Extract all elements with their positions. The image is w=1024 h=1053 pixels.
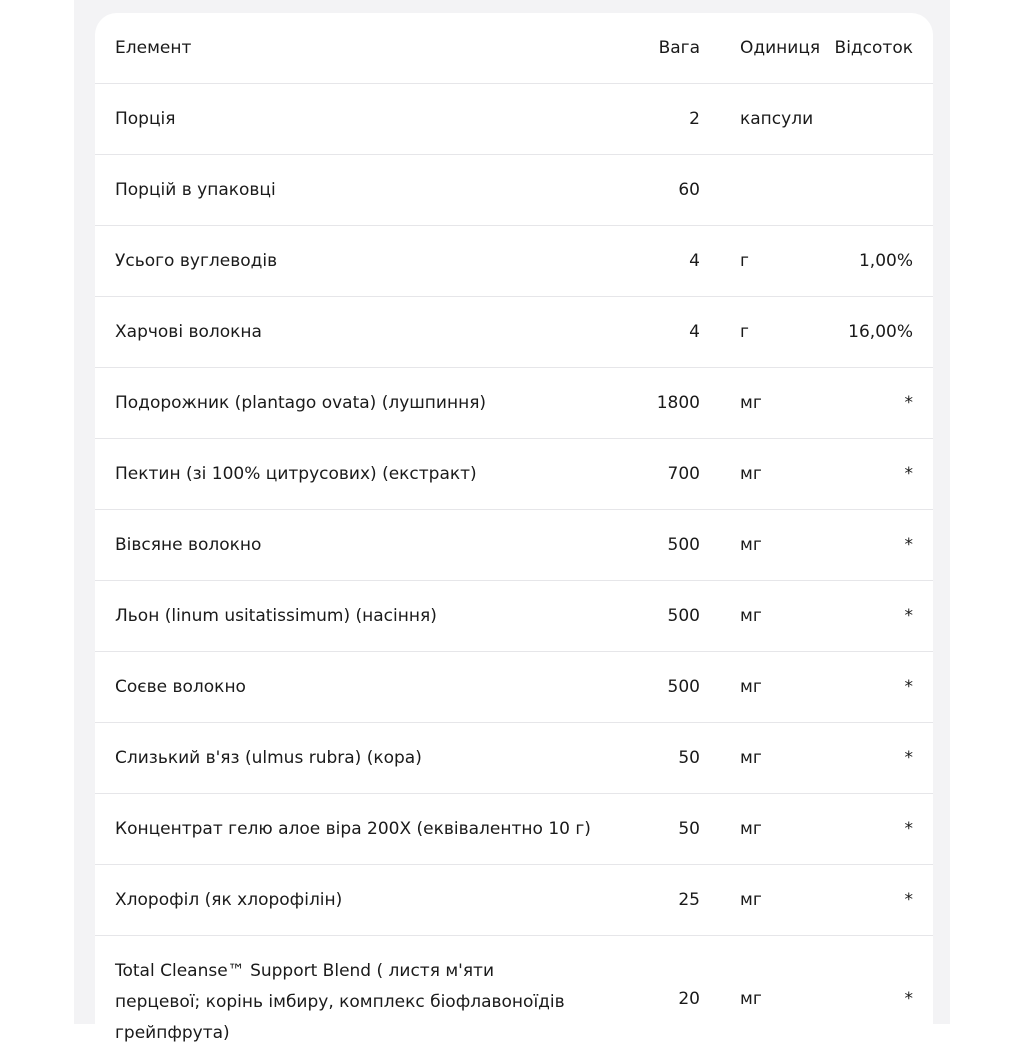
row-unit: мг (700, 439, 820, 510)
row-unit (700, 155, 820, 226)
row-unit: г (700, 226, 820, 297)
table-row (95, 84, 933, 155)
row-percent: * (820, 581, 933, 652)
row-unit: мг (700, 652, 820, 723)
table-row (95, 297, 933, 368)
row-weight: 2 (590, 84, 700, 155)
row-name: Пектин (зі 100% цитрусових) (екстракт) (95, 439, 590, 510)
row-unit: капсули (700, 84, 820, 155)
row-unit: мг (700, 936, 820, 1053)
row-percent: * (820, 936, 933, 1053)
row-name: Усього вуглеводів (95, 226, 590, 297)
row-percent: * (820, 794, 933, 865)
nutrition-table (95, 13, 933, 1053)
header-weight: Вага (590, 13, 700, 84)
row-percent: * (820, 865, 933, 936)
row-name: Порцій в упаковці (95, 155, 590, 226)
header-percent: Відсоток (820, 13, 933, 84)
row-name: Хлорофіл (як хлорофілін) (95, 865, 590, 936)
row-percent (820, 84, 933, 155)
row-percent (820, 155, 933, 226)
nutrition-table-card (95, 13, 933, 1053)
row-weight: 20 (590, 936, 700, 1053)
row-name: Подорожник (plantago ovata) (лушпиння) (95, 368, 590, 439)
table-row (95, 794, 933, 865)
row-name: Слизький в'яз (ulmus rubra) (кора) (95, 723, 590, 794)
table-row (95, 936, 933, 1053)
table-row (95, 155, 933, 226)
row-percent: * (820, 368, 933, 439)
table-row (95, 865, 933, 936)
row-weight: 500 (590, 652, 700, 723)
table-row (95, 510, 933, 581)
row-weight: 700 (590, 439, 700, 510)
header-unit: Одиниця (700, 13, 820, 84)
row-name: Концентрат гелю алое віра 200X (еквівалентно 10 г) (95, 794, 590, 865)
row-percent: * (820, 723, 933, 794)
row-name: Харчові волокна (95, 297, 590, 368)
row-weight: 50 (590, 794, 700, 865)
row-unit: мг (700, 865, 820, 936)
header-element: Елемент (95, 13, 590, 84)
row-weight: 1800 (590, 368, 700, 439)
row-name: Порція (95, 84, 590, 155)
row-unit: г (700, 297, 820, 368)
table-row (95, 368, 933, 439)
row-percent: 1,00% (820, 226, 933, 297)
row-unit: мг (700, 723, 820, 794)
row-name: Льон (linum usitatissimum) (насіння) (95, 581, 590, 652)
row-percent: * (820, 652, 933, 723)
row-name: Соєве волокно (95, 652, 590, 723)
row-weight: 50 (590, 723, 700, 794)
row-percent: 16,00% (820, 297, 933, 368)
row-unit: мг (700, 794, 820, 865)
table-row (95, 226, 933, 297)
page-background (74, 0, 950, 1024)
row-weight: 25 (590, 865, 700, 936)
table-row (95, 581, 933, 652)
row-name: Вівсяне волокно (95, 510, 590, 581)
row-unit: мг (700, 510, 820, 581)
row-percent: * (820, 439, 933, 510)
row-weight: 60 (590, 155, 700, 226)
row-unit: мг (700, 581, 820, 652)
row-percent: * (820, 510, 933, 581)
row-weight: 500 (590, 581, 700, 652)
table-row (95, 723, 933, 794)
table-row (95, 439, 933, 510)
row-weight: 500 (590, 510, 700, 581)
table-row (95, 652, 933, 723)
row-unit: мг (700, 368, 820, 439)
row-weight: 4 (590, 226, 700, 297)
table-header-row (95, 13, 933, 84)
row-name: Total Cleanse™ Support Blend ( листя м'яти перцевої; корінь імбиру, комплекс біофлавоноїдів грейпфрута) (95, 936, 590, 1053)
row-weight: 4 (590, 297, 700, 368)
